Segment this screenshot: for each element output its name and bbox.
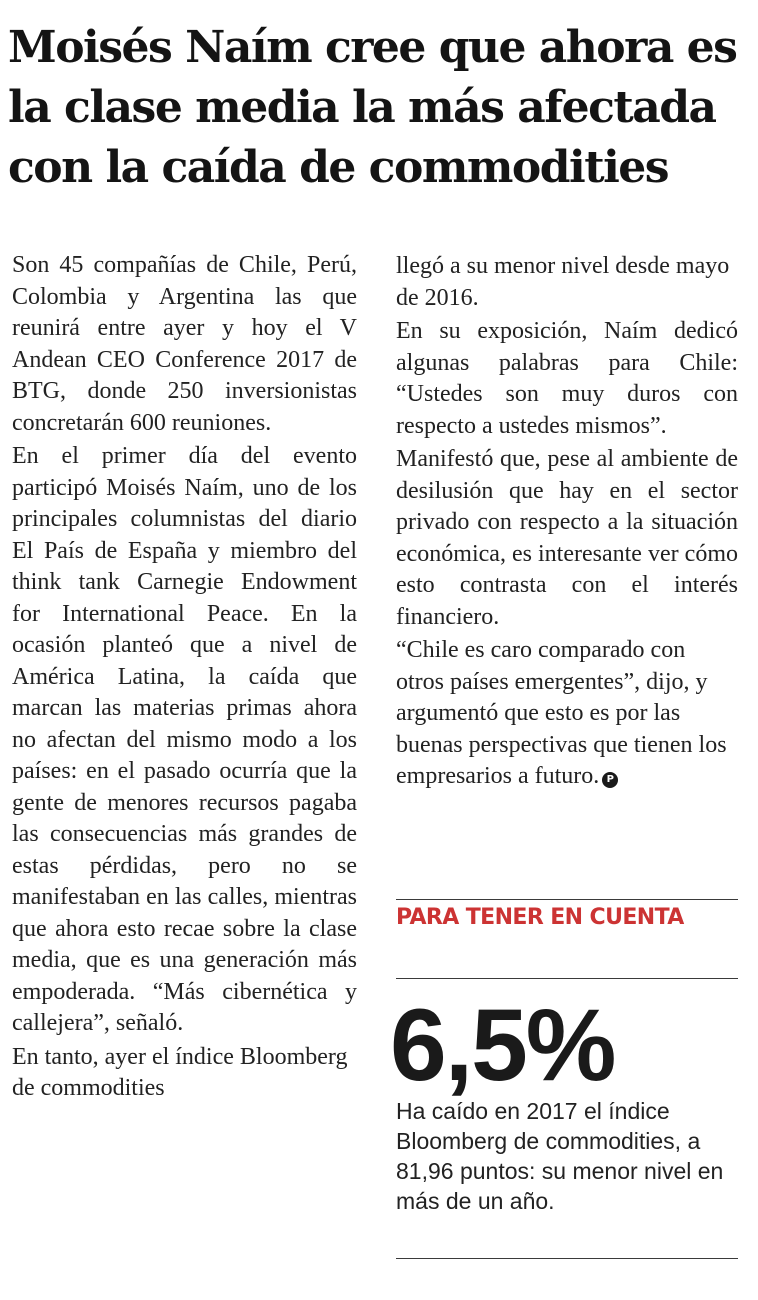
- article-column-left: [12, 250, 357, 1107]
- sidebar-kicker: PARA TENER EN CUENTA: [396, 905, 684, 930]
- paragraph: llegó a su menor nivel desde mayo de 2016.: [396, 253, 730, 311]
- paragraph: En su exposición, Naím dedicó algunas palabras para Chile: “Ustedes son muy duros con respecto a ustedes mismos”.: [396, 318, 738, 439]
- divider: [396, 1258, 738, 1259]
- divider: [396, 899, 738, 900]
- end-mark-icon: P: [602, 772, 618, 788]
- divider: [396, 978, 738, 979]
- stat-description: Ha caído en 2017 el índice Bloomberg de commodities, a 81,96 puntos: su menor nivel en más de un año.: [396, 1098, 724, 1214]
- stat-value: 6,5%: [390, 988, 615, 1102]
- article-column-right: [396, 251, 738, 795]
- paragraph: En el primer día del evento participó Moisés Naím, uno de los principales columnistas del diario El País de España y miembro del think tank Carnegie Endowment for International Peace. En la ocasión planteó que a nivel de América Latina, la caída que marcan las materias primas ahora no afectan del mismo modo a los países: en el pasado ocurría que la gente de menores recursos pagaba las consecuencias más grandes de estas pérdidas, pero no se manifestaban en las calles, mientras que ahora esto recae sobre la clase media, que es una generación más empoderada. “Más cibernética y callejera”, señaló.: [12, 443, 357, 1036]
- paragraph: Manifestó que, pese al ambiente de desilusión que hay en el sector privado con respecto a la situación económica, es interesante ver cómo esto contrasta con el interés financiero.: [396, 446, 738, 630]
- paragraph: [396, 635, 738, 793]
- paragraph: En tanto, ayer el índice Bloomberg de commodities: [12, 1043, 348, 1101]
- headline: Moisés Naím cree que ahora es la clase media la más afectada con la caída de commodities: [8, 22, 737, 193]
- paragraph-text: “Chile es caro comparado con otros países emergentes”, dijo, y argumentó que esto es por las buenas perspectivas que tienen los empresarios a futuro.: [396, 637, 727, 789]
- paragraph: Son 45 compañías de Chile, Perú, Colombia y Argentina las que reunirá entre ayer y hoy el V Andean CEO Conference 2017 de BTG, donde 250 inversionistas concretarán 600 reuniones.: [12, 252, 357, 436]
